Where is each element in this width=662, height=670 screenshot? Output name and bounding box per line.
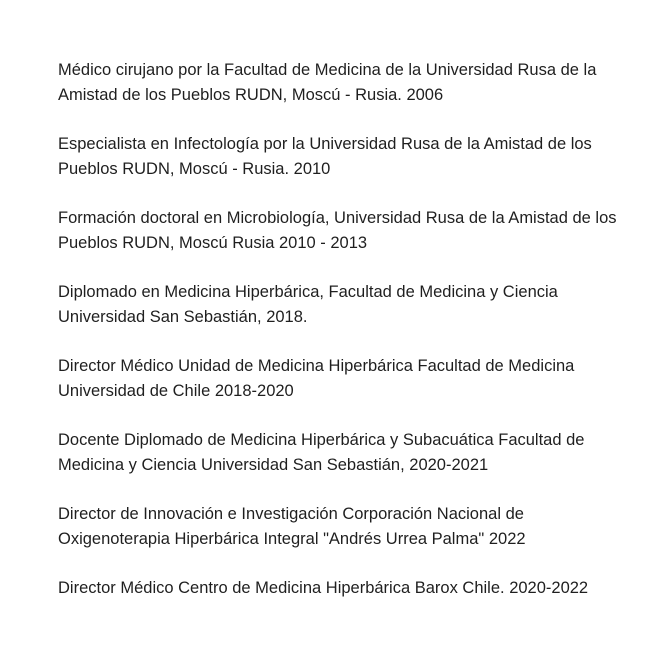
credential-entry: Médico cirujano por la Facultad de Medicina de la Universidad Rusa de la Amistad de los Pueblos RUDN, Moscú - Rusia. 2006 bbox=[58, 61, 597, 104]
credential-entry: Formación doctoral en Microbiología, Universidad Rusa de la Amistad de los Pueblos RUDN, Moscú Rusia 2010 - 2013 bbox=[58, 209, 617, 252]
credentials-list bbox=[58, 58, 633, 601]
credential-entry: Director Médico Unidad de Medicina Hiperbárica Facultad de Medicina Universidad de Chile 2018-2020 bbox=[58, 357, 575, 400]
credential-entry: Docente Diplomado de Medicina Hiperbárica y Subacuática Facultad de Medicina y Ciencia Universidad San Sebastián, 2020-2021 bbox=[58, 431, 585, 474]
credential-entry: Director Médico Centro de Medicina Hiperbárica Barox Chile. 2020-2022 bbox=[58, 579, 589, 597]
credential-entry: Diplomado en Medicina Hiperbárica, Facultad de Medicina y Ciencia Universidad San Sebastián, 2018. bbox=[58, 283, 558, 326]
credential-entry: Director de Innovación e Investigación Corporación Nacional de Oxigenoterapia Hiperbárica Integral "Andrés Urrea Palma" 2022 bbox=[58, 505, 526, 548]
credential-entry: Especialista en Infectología por la Universidad Rusa de la Amistad de los Pueblos RUDN, Moscú - Rusia. 2010 bbox=[58, 135, 592, 178]
